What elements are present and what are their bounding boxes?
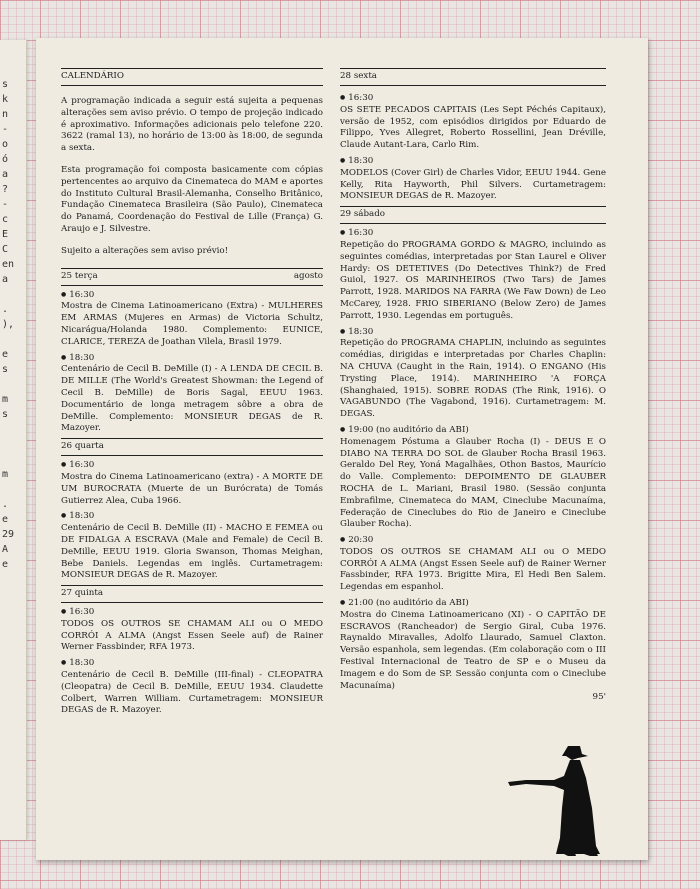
screening-time: ● 16:30	[340, 92, 606, 105]
screening-time: ● 16:30	[340, 227, 606, 240]
screening-time: ● 19:00 (no auditório da ABI)	[340, 424, 606, 437]
margin-fragment: .	[2, 499, 9, 510]
screening-entry	[340, 597, 606, 704]
margin-fragment: a	[2, 169, 9, 180]
day-rule	[61, 455, 323, 456]
spacer	[61, 236, 323, 246]
notice-line: Sujeito a alterações sem aviso prévio!	[61, 245, 229, 256]
sources-paragraph: Esta programação foi composta basicamente com cópias pertencentes ao arquivo da Cinemateca do MAM e aportes do Instituto Cultural Brasil-Alemanha, Conselho Britânico, Fundação Cinemateca Brasileira (São Paulo), Cinemateca do Panamá, Coordenação do Festival de Lille (França) G. Araujo e J. Silvestre.	[61, 164, 323, 234]
screening-description: MODELOS (Cover Girl) de Charles Vidor, EEUU 1944. Gene Kelly, Rita Hayworth, Phil Silvers. Curtametragem: MONSIEUR DEGAS de R. Mazoyer.	[340, 167, 606, 202]
screening-time: ● 20:30	[340, 534, 606, 547]
screening-entry	[61, 459, 323, 507]
gunman-silhouette-icon	[506, 738, 616, 858]
margin-fragment: C	[2, 244, 9, 255]
spacer	[61, 86, 323, 96]
screening-time: ● 18:30	[61, 352, 323, 365]
screening-description: Mostra do Cinema Latinoamericano (XI) - O CAPITÃO DE ESCRAVOS (Rancheador) de Sergio Giral, Cuba 1976. Raynaldo Miravalles, Adolfo Llaurado, Samuel Claxton. Versão espanhola, sem legendas. (Em colaboração com o III Festival Internacional de Teatro de SP e o Museu da Imagem e do Som de SP. Sessão conjunta com o Cineclube Macunaíma)	[340, 609, 606, 691]
screening-time: ● 16:30	[61, 606, 323, 619]
day-header-29	[340, 207, 606, 220]
screening-time: ● 18:30	[340, 326, 606, 339]
screening-entry	[61, 606, 323, 654]
margin-fragment: n	[2, 109, 9, 120]
day-header-25	[61, 269, 323, 282]
margin-fragment: -	[2, 199, 9, 210]
right-column	[340, 68, 606, 704]
screening-entry	[61, 657, 323, 717]
screening-entry	[340, 534, 606, 594]
spacer	[61, 155, 323, 165]
margin-fragment: en	[2, 259, 15, 270]
screening-description: TODOS OS OUTROS SE CHAMAM ALI ou O MEDO CORRÓI A ALMA (Angst Essen Seele auf) de Rainer Werner Fassbinder, RFA 1973. Brigitte Mira, El Hedi Ben Salem. Legendas em espanhol.	[340, 546, 606, 593]
screening-description: Mostra do Cinema Latinoamericano (extra) - A MORTE DE UM BUROCRATA (Muerte de un Burócrata) de Tomás Gutierrez Alea, Cuba 1966.	[61, 471, 323, 506]
screening-description: TODOS OS OUTROS SE CHAMAM ALI ou O MEDO CORRÓI A ALMA (Angst Essen Seele auf) de Rainer Werner Fassbinder, RFA 1973.	[61, 618, 323, 653]
margin-fragment: .	[2, 304, 9, 315]
margin-fragment: ?	[2, 184, 9, 195]
screening-entry	[61, 510, 323, 582]
screening-description: Centenário de Cecil B. DeMille (II) - MACHO E FEMEA ou DE FIDALGA A ESCRAVA (Male and Female) de Cecil B. DeMille, EEUU 1919. Gloria Swanson, Thomas Meighan, Bebe Daniels. Legendas em inglês. Curtametragem: MONSIEUR DEGAS de R. Mazoyer.	[61, 523, 323, 581]
day-header-26	[61, 439, 323, 452]
day-label: 29 sábado	[340, 209, 385, 220]
margin-fragment: e	[2, 349, 9, 360]
intro-paragraph: A programação indicada a seguir está sujeita a pequenas alterações sem aviso prévio. O tempo de projeção indicado é aproximativo. Informações adicionais pelo telefone 220. 3622 (ramal 13), no horário de 13:00 às 18:00, de segunda a sexta.	[61, 96, 323, 154]
screening-entry	[61, 352, 323, 436]
left-column	[61, 68, 323, 717]
calendar-header	[61, 69, 323, 82]
margin-fragment: c	[2, 214, 9, 225]
margin-fragment: o	[2, 139, 9, 150]
screening-description: Repetição do PROGRAMA GORDO & MAGRO, incluindo as seguintes comédias, interpretadas por Stan Laurel e Oliver Hardy: OS DETETIVES (Do Detectives Think?) de Fred Guiol, 1927. OS MARINHEIROS (Two Tars) de James Parrott, 1928. MARIDOS NA FARRA (We Faw Down) de Leo McCarey, 1928. FRIO SIBERIANO (Below Zero) de James Parrott, 1930. Legendas em português.	[340, 239, 606, 321]
margin-fragment: e	[2, 514, 9, 525]
margin-fragment: ),	[2, 319, 15, 330]
screening-entry	[61, 289, 323, 349]
screening-duration: 95'	[592, 692, 606, 703]
margin-fragment: ó	[2, 154, 9, 165]
margin-fragment: e	[2, 559, 9, 570]
margin-fragment: m	[2, 394, 9, 405]
margin-fragment: s	[2, 364, 9, 375]
screening-time: ● 18:30	[61, 657, 323, 670]
screening-entry	[340, 155, 606, 203]
margin-fragment: -	[2, 124, 9, 135]
screening-time: ● 16:30	[61, 289, 323, 302]
adjacent-page-strip	[0, 40, 27, 840]
screening-description: Repetição do PROGRAMA CHAPLIN, incluindo as seguintes comédias, dirigidas e interpretadas por Charles Chaplin: NA CHUVA (Caught in the Rain, 1914). O ENGANO (His Trysting Place, 1914). MARINHEIRO 'A FORÇA (Shanghaied, 1915). SOBRE RODAS (The Rink, 1916). O VAGABUNDO (The Vagabond, 1916). Curtametragem: M. DEGAS.	[340, 338, 606, 420]
screening-description: Homenagem Póstuma a Glauber Rocha (I) - DEUS E O DIABO NA TERRA DO SOL de Glauber Rocha Brasil 1963. Geraldo Del Rey, Yoná Magalhães, Othon Bastos, Maurício do Valle. Complemento: DEPOIMENTO DE GLAUBER ROCHA de L. Mariani, Brasil 1980. (Sessão conjunta Embrafilme, Cinemateca do MAM, Cineclube Macunaíma, Federação de Cineclubes do Rio de Janeiro e Cineclube Glauber Rocha).	[340, 436, 606, 530]
day-header-28	[340, 69, 606, 82]
screening-entry	[340, 92, 606, 152]
month-label: agosto	[293, 270, 323, 281]
margin-fragment: 29	[2, 529, 15, 540]
day-label: 25 terça	[61, 270, 98, 281]
day-rule	[340, 223, 606, 224]
screening-description: OS SETE PECADOS CAPITAIS (Les Sept Péchés Capitaux), versão de 1952, com episódios dirigidos por Eduardo de Filippo, Yves Allegret, Roberto Rossellini, Jean Dréville, Claude Autant-Lara, Carlo Rim.	[340, 104, 606, 151]
screening-time: ● 18:30	[61, 510, 323, 523]
screening-time: ● 21:00 (no auditório da ABI)	[340, 597, 606, 610]
screening-description: Centenário de Cecil B. DeMille (III-final) - CLEOPATRA (Cleopatra) de Cecil B. DeMille, EEUU 1934. Claudette Colbert, Warren William. Curtametragem: MONSIEUR DEGAS de R. Mazoyer.	[61, 670, 323, 716]
screening-time: ● 16:30	[61, 459, 323, 472]
screening-description: Centenário de Cecil B. DeMille (I) - A LENDA DE CECIL B. DE MILLE (The World's Greatest Showman: the Legend of Cecil B. DeMille) de Boris Sagal, EEUU 1963. Documentário de longa metragem sôbre a obra de DeMille. Complemento: MONSIEUR DEGAS de R. Mazoyer.	[61, 364, 323, 434]
calendar-title: CALENDÁRIO	[61, 71, 124, 81]
day-rule	[61, 285, 323, 286]
day-label: 26 quarta	[61, 441, 104, 452]
screening-entry	[340, 424, 606, 531]
margin-fragment: a	[2, 274, 9, 285]
margin-fragment: s	[2, 409, 9, 420]
margin-fragment: A	[2, 544, 9, 555]
margin-fragment: m	[2, 469, 9, 480]
margin-fragment: E	[2, 229, 9, 240]
day-label: 28 sexta	[340, 71, 377, 81]
screening-time: ● 18:30	[340, 155, 606, 168]
calendar-sheet	[36, 38, 648, 860]
screening-entry	[340, 227, 606, 322]
screening-description: Mostra de Cinema Latinoamericano (Extra) - MULHERES EM ARMAS (Mujeres en Armas) de Victoria Schultz, Nicarágua/Holanda 1980. Complemento: EUNICE, CLARICE, TEREZA de Joathan Vilela, Brasil 1979.	[61, 301, 323, 347]
day-rule	[340, 85, 606, 86]
day-header-27	[61, 586, 323, 599]
day-rule	[61, 602, 323, 603]
screening-entry	[340, 326, 606, 421]
day-label: 27 quinta	[61, 588, 104, 599]
margin-fragment: s	[2, 79, 9, 90]
margin-fragment: k	[2, 94, 9, 105]
